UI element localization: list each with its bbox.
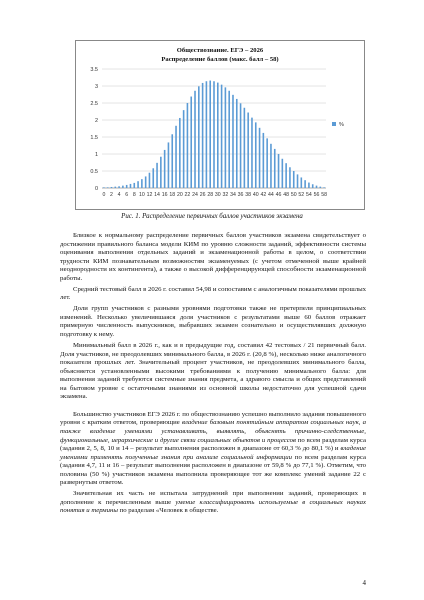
bar: [194, 91, 196, 188]
x-tick-label: 42: [260, 192, 267, 198]
bar: [266, 138, 268, 188]
bar: [145, 176, 147, 188]
bar: [190, 97, 192, 188]
x-tick-label: 40: [252, 192, 259, 198]
bar: [308, 183, 310, 188]
text-run: Большинство участников ЕГЭ 2026 г. по обществознанию успешно выполнило задания повышенного уровня с кратким ответом, проверяющие: [60, 410, 366, 427]
x-tick-label: 54: [306, 192, 312, 198]
bar: [282, 159, 284, 188]
bar: [217, 83, 219, 188]
bar: [137, 181, 139, 188]
x-tick-label: 16: [161, 192, 168, 198]
bar: [209, 81, 211, 188]
y-tick-label: 1: [94, 152, 98, 158]
italic-run: владение базовым понятийным аппаратом социальных наук, а также владение умениями устанавливать, выявлять, объяснять причинно-следственные, функциональные, иерархические и другие связи социальных объектов и процессов: [60, 419, 366, 444]
bar: [232, 95, 234, 188]
bar: [149, 173, 151, 188]
bar: [255, 122, 257, 188]
bar: [244, 108, 246, 188]
x-tick-label: 24: [192, 192, 198, 198]
legend-swatch: [332, 122, 336, 126]
paragraph: Близкое к нормальному распределение первичных баллов участников экзамена свидетельствует о достижении правильного баланса модели КИМ по уровню сложности заданий, эффективности системы оценивания выполнения отдельных заданий и экзаменационной работы в целом, о соответствии трудности КИМ познавательным возможностям экзаменуемых (с учетом отмеченной выше крайней неоднородности их контингента), а также о высокой дифференцирующей способности экзаменационной работы.: [60, 232, 366, 282]
body-text: [60, 232, 366, 518]
bar: [247, 113, 249, 188]
x-tick-label: 6: [125, 192, 129, 198]
bar: [213, 81, 215, 188]
text-run: по всем разделам курса (задания 2, 5, 8, 10 и 14 – результат выполнения расположен в диапазоне от 60,3 % до 80,1 %) и: [60, 436, 366, 453]
bar: [236, 99, 238, 188]
bar: [133, 183, 135, 188]
bar: [304, 180, 306, 188]
bar: [274, 149, 276, 188]
bar: [320, 187, 322, 188]
bar-chart: [76, 41, 364, 209]
y-tick-label: 2: [94, 118, 98, 124]
figure-caption: Рис. 1. Распределение первичных баллов участников экзамена: [121, 213, 303, 220]
y-tick-label: 0.5: [90, 169, 98, 175]
y-tick-label: 3.5: [90, 67, 98, 73]
x-tick-label: 38: [245, 192, 252, 198]
x-tick-label: 32: [222, 192, 229, 198]
bar: [259, 128, 261, 188]
bar: [141, 179, 143, 188]
bar: [118, 186, 120, 188]
paragraph: Доли групп участников с разными уровнями подготовки также не претерпели принципиальных изменений. Несколько увеличившаяся доля участников с результатами выше 60 баллов отражает примерную численность выпускников, выбравших экзамен сознательно и осуществлявших должную подготовку к нему.: [60, 305, 366, 339]
bar: [126, 185, 128, 188]
x-tick-label: 10: [138, 192, 145, 198]
bar: [122, 186, 124, 188]
x-tick-label: 2: [110, 192, 113, 198]
bar: [206, 81, 208, 188]
bar: [316, 186, 318, 188]
y-tick-label: 1.5: [90, 135, 98, 141]
y-tick-label: 2.5: [90, 101, 98, 107]
x-tick-label: 44: [268, 192, 274, 198]
x-tick-label: 56: [313, 192, 320, 198]
bar: [225, 87, 227, 188]
bar: [171, 134, 173, 188]
x-tick-label: 58: [321, 192, 327, 198]
bar: [183, 110, 185, 188]
bar: [168, 142, 170, 188]
x-tick-label: 12: [146, 192, 153, 198]
x-tick-label: 8: [132, 192, 136, 198]
bar: [293, 171, 295, 188]
bar: [270, 144, 272, 188]
x-tick-label: 14: [154, 192, 160, 198]
x-tick-label: 4: [117, 192, 121, 198]
x-tick-label: 0: [102, 192, 106, 198]
x-tick-label: 36: [237, 192, 244, 198]
bar: [202, 83, 204, 188]
bar: [114, 187, 116, 188]
chart-title: Обществознание. ЕГЭ – 2026: [176, 47, 264, 54]
x-tick-label: 46: [275, 192, 282, 198]
paragraph: [60, 490, 366, 516]
bar: [111, 187, 113, 188]
paragraph: Минимальный балл в 2026 г., как и в предыдущие год, составил 42 тестовых / 21 первичный балл. Доля участников, не преодолевших минимального балла, в 2026 г. (20,8 %), несколько ниже аналогичного показателя прошлых лет. Значительный процент участников, не преодолевших минимального балла, объясняется установленными высокими требованиями к получению минимального балла: для выполнения заданий требуются системные знания предмета, а здравого смысла и общих представлений на бытовом уровне с остаточными знаниями из основной школы недостаточно для успешной сдачи экзамена.: [60, 342, 366, 401]
chart-subtitle: Распределение баллов (макс. балл – 58): [161, 56, 279, 63]
bar: [179, 118, 181, 188]
bar: [263, 133, 265, 188]
x-tick-label: 18: [169, 192, 176, 198]
x-tick-label: 50: [290, 192, 297, 198]
paragraph: Средний тестовый балл в 2026 г. составил 54,98 и сопоставим с аналогичным показателями прошлых лет.: [60, 285, 366, 302]
bar: [285, 163, 287, 188]
x-tick-label: 22: [184, 192, 191, 198]
bar: [312, 184, 314, 188]
x-tick-label: 48: [283, 192, 290, 198]
text-run: по всем разделам курса (задания 4,7, 11 и 16 – результат выполнения расположен в диапазоне от 59,8 % до 77,1 %). Отметим, что половина (50 %) участников экзамена выполнила проверяющее тот же комплекс умений задание 22 с развернутым ответом.: [60, 453, 366, 487]
italic-run: владение умениями применять полученные знания при анализе социальной информации: [60, 445, 366, 461]
bar: [107, 187, 109, 188]
page-number: 4: [362, 579, 366, 587]
paragraph: [60, 411, 366, 488]
bar: [221, 85, 223, 188]
bar: [156, 163, 158, 188]
y-tick-label: 0: [94, 186, 98, 192]
bar: [130, 184, 132, 188]
bar: [251, 118, 253, 188]
bar: [278, 154, 280, 188]
legend-label: %: [339, 122, 344, 128]
bar: [187, 103, 189, 188]
bar: [160, 157, 162, 188]
x-tick-label: 34: [230, 192, 236, 198]
text-run: Значительная их часть не испытала затруднений при выполнении заданий, проверяющих в дополнение к перечисленным выше: [60, 490, 366, 506]
bar: [175, 126, 177, 188]
bar: [240, 103, 242, 188]
bar: [323, 187, 325, 188]
x-tick-label: 52: [298, 192, 305, 198]
bar: [198, 86, 200, 188]
bar: [297, 174, 299, 188]
bar: [228, 91, 230, 188]
bar: [289, 167, 291, 188]
bar: [152, 168, 154, 188]
bar: [164, 150, 166, 188]
bar: [301, 177, 303, 188]
x-tick-label: 28: [207, 192, 214, 198]
text-run: по разделам «Человек в обществе.: [117, 507, 219, 515]
x-tick-label: 26: [199, 192, 206, 198]
italic-run: умение классифицировать используемые в социальных науках понятия и термины: [60, 498, 367, 515]
x-tick-label: 30: [214, 192, 221, 198]
x-tick-label: 20: [176, 192, 183, 198]
bar: [103, 187, 105, 188]
chart-figure: [75, 40, 365, 210]
y-tick-label: 3: [94, 84, 98, 90]
